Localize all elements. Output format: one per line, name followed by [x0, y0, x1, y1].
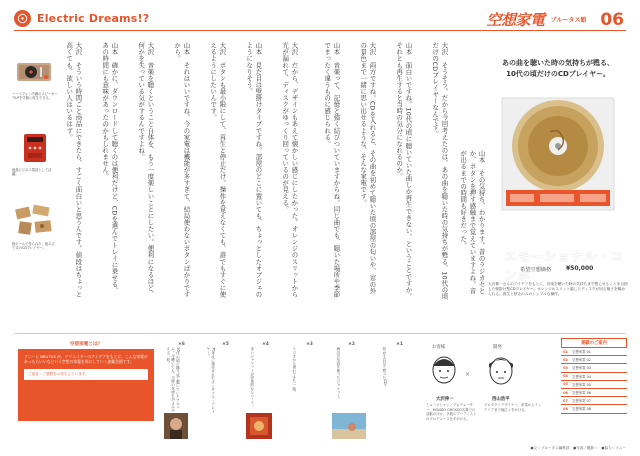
catchphrase-line: 10代の頃だけのCDプレイヤー。	[506, 70, 610, 78]
index-row	[561, 373, 627, 381]
text-column	[172, 42, 206, 300]
catchphrase-line: あの曲を聴いた時の気持ちが甦る、	[502, 59, 614, 67]
text-column	[322, 42, 356, 300]
body-text: 大沢 そういう時間ごと商品にできたら、すごく面白いと思うんです。値段はちょっと高くても、欲しい人はいるはず。	[65, 42, 83, 298]
index-title-cell: 空想家電 08	[572, 407, 591, 412]
product-panel	[488, 40, 628, 284]
issue-number: 06	[600, 9, 624, 30]
body-text: 山本 確かに、ダウンロードして聴くのは便利だけど、CDを選んでトレイに乗せる、あの時間にも意味があったのかもしれません。	[101, 42, 119, 295]
note-text: 70年代に発売されたポータブル・プレイヤー。	[206, 347, 216, 413]
product-price: ¥50,000	[566, 265, 594, 272]
index-number: 01	[563, 349, 568, 354]
note-text: ラジオから流れてきた一曲。	[292, 347, 297, 394]
series-logo-icon	[14, 10, 31, 27]
red-radio-icon	[12, 128, 58, 166]
cross-icon: ×	[465, 371, 471, 378]
text-column	[280, 42, 314, 300]
index-row	[561, 405, 627, 413]
index-number: 06	[563, 390, 568, 395]
index-title-cell: 空想家電 07	[572, 399, 591, 404]
sidebar-caption: 段ボールで作られた、組み立て式のCDプレイヤー。	[12, 242, 55, 251]
header-rule	[14, 30, 626, 31]
index-row	[561, 348, 627, 356]
index-title-cell: 空想家電 04	[572, 374, 591, 379]
index-number: 07	[563, 398, 568, 403]
guest-label: お客様	[432, 345, 446, 350]
body-text: 山本 それはいいですね。今の家電は機能が多すぎて、結局使わないボタンばかりですから。	[173, 42, 191, 298]
text-column	[64, 42, 98, 300]
index-title-cell: 空想家電 05	[572, 382, 591, 387]
sidebar-item	[12, 52, 58, 101]
index-number: 08	[563, 406, 568, 411]
body-text: 大沢 音楽を聴くということ自体を、もう一度楽しいことにしたい。便利になるほど、何かを失っている気がするんですよね。	[137, 42, 155, 298]
beach-photo-icon	[332, 413, 366, 439]
about-inner-note: ご意見・ご感想をお待ちしています。	[24, 369, 148, 380]
text-column	[136, 42, 170, 300]
body-text: 大沢 そうそう。だから今回考えたのは、あの曲を聴いた時の気持ちが甦る、10代の頃だけのCDプレイヤーなんです。	[431, 42, 449, 300]
host-name: 西山浩平	[492, 397, 510, 402]
guest-name: 大沢伸一	[436, 397, 454, 402]
host-description: プロダクトデザイナー。家電からインテリアまで幅広く手がける。	[484, 403, 542, 412]
index-number: 03	[563, 365, 568, 370]
note-number: ＊2	[348, 341, 355, 346]
body-text: 山本 その気持ち、わかります。昔のラジカセとか、ボタンを押す感触まで覚えていますよね。音が出るまでの時間も好きだった。	[459, 150, 486, 295]
credits: ●文＝ブルータス編集部 ●写真／撮影＝ ●協力＝ソニー	[530, 446, 626, 450]
index-title-cell: 空想家電 02	[572, 358, 591, 363]
sidebar-item	[12, 202, 58, 251]
cd-player-illustration	[488, 88, 628, 218]
host-portrait-icon	[484, 354, 518, 390]
body-text: 山本 音楽って、記憶と強く結びついていますからね。同じ曲でも、聴いた場所や季節でまったく違うものに感じられる。	[323, 42, 341, 298]
note-text: 10代の頃に繰り返し聴いていたアルバム。今聴いても、当時の気持ちがよみがえる一枚。	[166, 347, 181, 412]
text-column	[458, 150, 484, 300]
index-row	[561, 389, 627, 397]
body-text: 大沢 両方ですね。CDを入れると、その曲を初めて聴いた頃の部屋の匂いや、窓の外の景色まで一緒に思い出せるような、そんな家電です。	[359, 42, 377, 295]
note-text: 初めて自分で買ったCD。	[382, 347, 387, 389]
sidebar-caption: ハードフォン内蔵のスピーカーでLPを手軽に再生できる。	[12, 92, 58, 101]
product-description: 大沢伸一さんのアイデアをもとに、音楽を聴いた時の気持ちまで甦らせることを目指した壁掛け型CDプレイヤー。オレンジのスリット越しにディスクが回る様子を眺められる。再生と停止のみのシンプルな操作。	[488, 282, 628, 297]
note-number: ＊1	[396, 341, 403, 346]
text-column	[100, 42, 134, 300]
record-player-icon	[12, 52, 58, 90]
index-row	[561, 381, 627, 389]
body-text: 山本 見た目は壁掛けタイプですね。部屋のどこに置いても、ちょっとしたオブジェのようになりそう。	[245, 42, 263, 298]
index-title-cell: 空想家電 06	[572, 391, 591, 396]
series-index	[561, 338, 627, 414]
cardboard-parts-icon	[12, 202, 58, 240]
host-label: 開発	[493, 345, 502, 350]
text-column	[208, 42, 242, 300]
product-catchphrase	[488, 58, 628, 80]
text-column	[394, 42, 428, 300]
note-number: ＊5	[222, 341, 229, 346]
about-box	[18, 341, 154, 421]
series-header	[14, 10, 149, 27]
index-number: 04	[563, 374, 568, 379]
note-text: 赤いジャケットが印象的なレコード。	[250, 347, 255, 409]
sidebar-caption: 液晶ビジネス電話として活躍。	[12, 168, 52, 177]
guest-description: ミュージシャン／プロデューサー。MONDO GROSSO名義での活動のほか、多数のアーティストのプロデュースを手がける。	[426, 403, 477, 421]
index-number: 05	[563, 382, 568, 387]
note-number: ＊3	[306, 341, 313, 346]
index-row	[561, 356, 627, 364]
body-text: 山本 面白いですね。10代の頃に聴いていた曲しか再生できない、ということですか。それとも再生すると当時の気分になれるのか。	[395, 42, 413, 300]
about-body: ソニーと BRUTUS が、クリエイターのアイデアをもとに、こんな家電があったらいいなという空想の家電を形にしていく連載企画です。	[24, 354, 148, 365]
text-column	[430, 42, 456, 300]
index-title-cell: 空想家電 03	[572, 366, 591, 371]
about-body-box	[18, 349, 154, 421]
index-row	[561, 364, 627, 372]
note-text: 海辺の写真を使ったジャケット。	[336, 347, 341, 401]
index-title-cell: 空想家電 01	[572, 350, 591, 355]
series-title: Electric Dreams!?	[37, 12, 150, 25]
index-title: 連載のご案内	[561, 338, 627, 348]
index-row	[561, 397, 627, 405]
about-heading: 空想家電とは？	[69, 342, 103, 347]
footnotes	[160, 341, 420, 441]
price-label: 希望空想価格	[520, 267, 552, 273]
product-name: エモーショナル・コンポ	[504, 250, 624, 284]
sidebar-item	[12, 128, 58, 177]
guest-portrait-icon	[427, 354, 461, 390]
note-number: ＊4	[262, 341, 269, 346]
index-number: 02	[563, 357, 568, 362]
brand-header	[487, 9, 624, 30]
text-column	[358, 42, 392, 300]
body-text: 大沢 ボタンも最小限にして、再生と停止だけ。操作を覚えなくても、誰でもすぐに使えるようにしたいんです。	[209, 42, 227, 298]
brand-name: 空想家電	[486, 11, 545, 29]
brand-subtitle: ブルータス館	[550, 17, 587, 24]
note-number: ＊6	[178, 341, 185, 346]
album-cover-icon	[164, 413, 188, 439]
album-cover-icon	[246, 413, 272, 439]
body-text: 大沢 だから、デザインもあえて懐かしい感じにしたかった。オレンジのスリットから光が漏れて、ディスクがゆっくり回っているのが見える。	[281, 42, 299, 298]
text-column	[244, 42, 278, 300]
bottom-rule	[14, 333, 626, 334]
